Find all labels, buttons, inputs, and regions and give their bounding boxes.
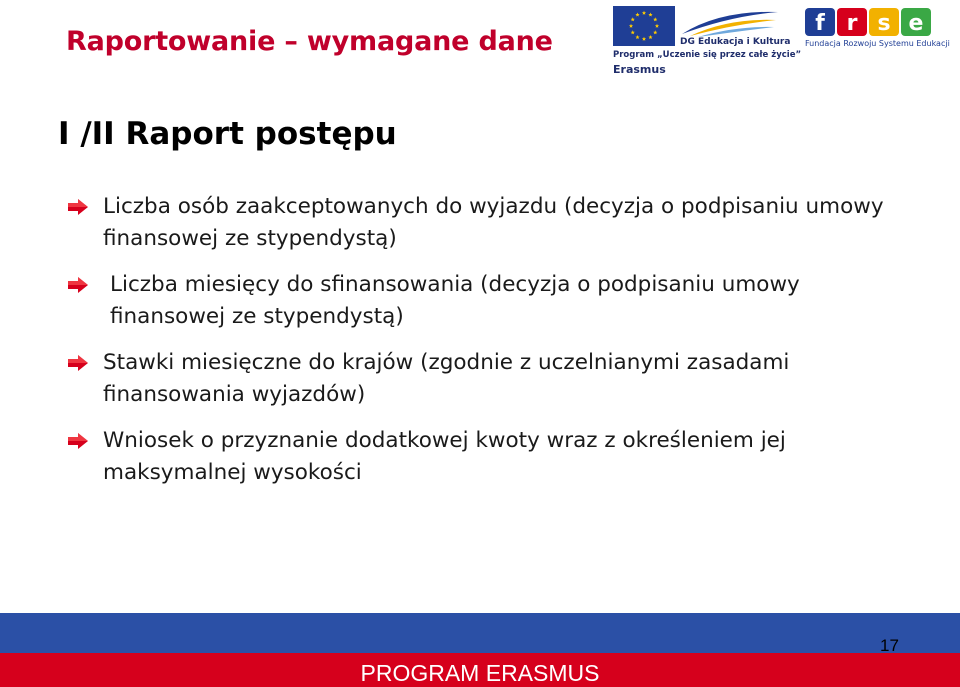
bullet-text: Liczba osób zaakceptowanych do wyjazdu (decyzja o podpisaniu umowy finansowej ze stypendystą) [103,194,884,251]
footer-program-label: PROGRAM ERASMUS [360,660,600,686]
frse-letters-icon [805,6,933,38]
bullet-text: Liczba miesięcy do sfinansowania (decyzja o podpisaniu umowy finansowej ze stypendystą) [110,272,800,329]
dg-label: DG Edukacja i Kultura [680,37,791,47]
list-item [68,425,898,489]
page-number: 17 [880,636,899,655]
eu-flag-logo [613,6,675,46]
eu-stars-icon [613,6,675,46]
section-heading: I /II Raport postępu [58,116,397,152]
erasmus-label: Erasmus [613,63,666,76]
bullet-text: Stawki miesięczne do krajów (zgodnie z uczelnianymi zasadami finansowania wyjazdów) [103,350,790,407]
footer-blue-band [0,613,960,653]
swoosh-icon [680,6,780,40]
frse-letter: e [908,11,924,36]
list-item [68,191,898,255]
slide-title: Raportowanie – wymagane dane [66,26,553,57]
red-arrow-bullet-icon [68,277,88,293]
frse-caption: Fundacja Rozwoju Systemu Edukacji [805,39,950,48]
list-item [68,347,898,411]
bullet-list [68,191,898,503]
program-label: Program „Uczenie się przez całe życie” [613,50,802,60]
red-arrow-bullet-icon [68,199,88,215]
red-arrow-bullet-icon [68,355,88,371]
frse-letter: r [846,11,858,36]
frse-letter: s [877,11,891,36]
frse-logo [805,6,933,38]
frse-letter: f [815,11,825,36]
bullet-text: Wniosek o przyznanie dodatkowej kwoty wraz z określeniem jej maksymalnej wysokości [103,428,786,485]
red-arrow-bullet-icon [68,433,88,449]
list-item [68,269,898,333]
